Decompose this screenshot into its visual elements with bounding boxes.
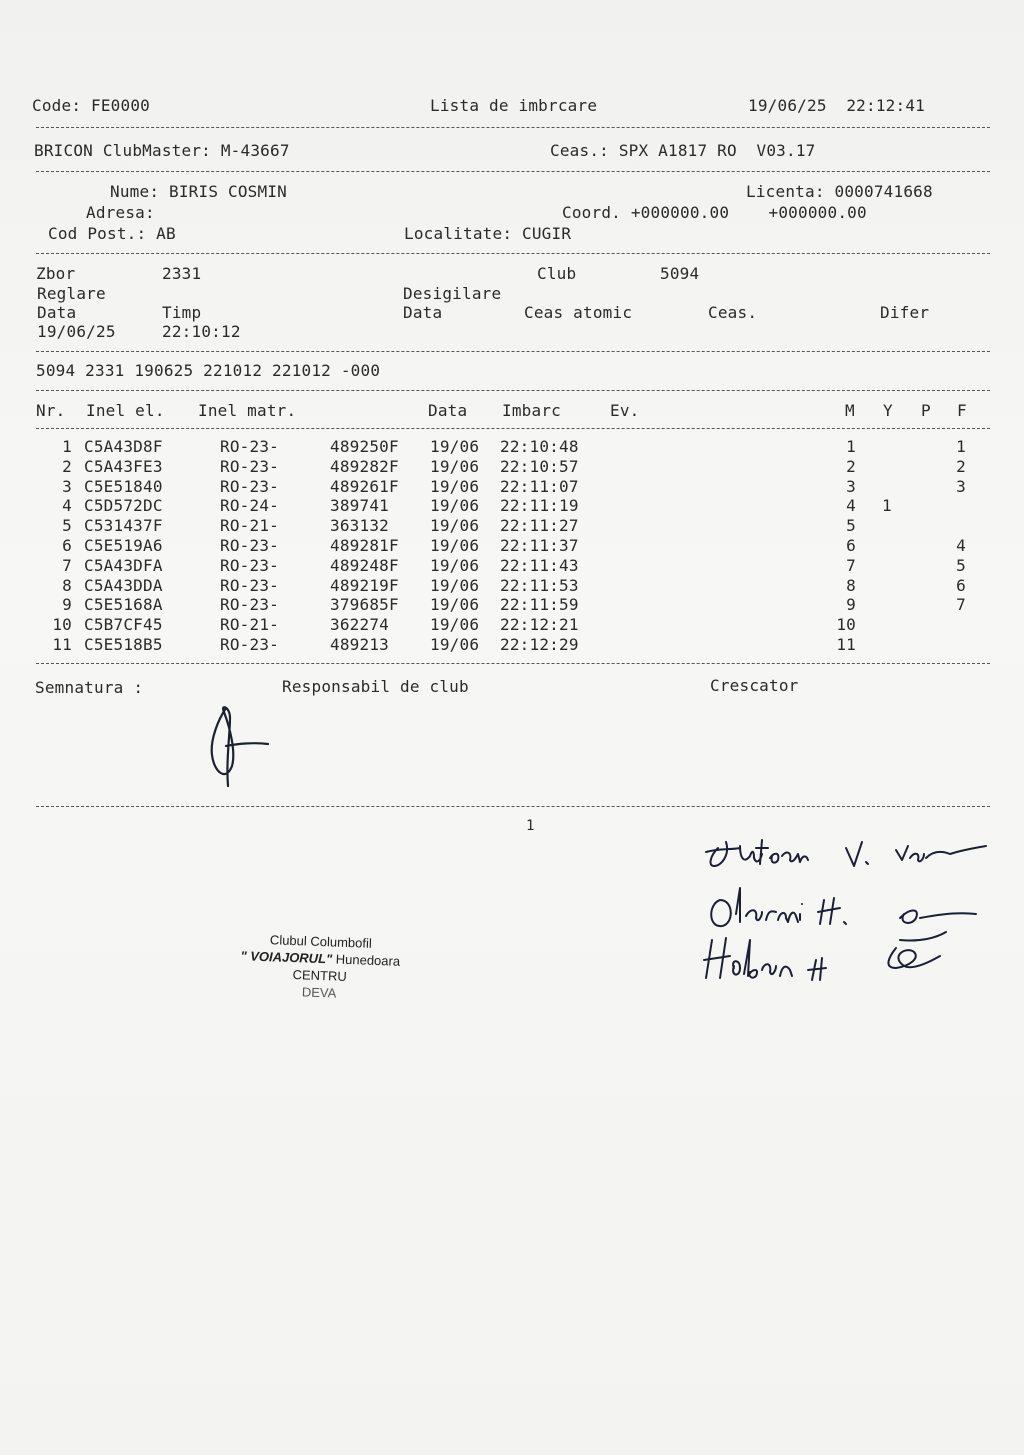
cell-el: C5A43FE3 [84,456,163,476]
data-label: Data [37,303,77,322]
cell-el: C5A43DDA [84,575,163,595]
cell-time: 22:11:27 [500,516,579,536]
signature-label: Semnatura : [35,678,144,697]
cell-m: 7 [846,555,856,575]
cell-nr: 8 [62,575,72,595]
page-number: 1 [526,818,535,834]
cell-matr: 389741 [330,496,389,516]
cell-nr: 11 [52,635,72,654]
cell-matr: 362274 [330,615,389,635]
cell-nr: 1 [62,437,72,456]
ceas-atomic-label: Ceas atomic [524,303,633,322]
cell-prefix: RO-23- [220,635,279,654]
club-stamp [209,929,431,1005]
cell-time: 22:11:43 [500,555,579,575]
divider [36,428,990,429]
cell-nr: 7 [62,555,72,575]
cell-el: C531437F [84,516,163,536]
desigilare-label: Desigilare [403,284,502,303]
cell-nr: 6 [62,536,72,555]
cell-prefix: RO-21- [220,615,279,635]
cell-m: 2 [846,456,856,476]
zbor-value: 2331 [162,264,202,283]
cell-date: 19/06 [430,555,480,575]
cell-prefix: RO-23- [220,437,279,456]
stamp-city: Hunedoara [331,951,401,969]
cell-m: 3 [846,476,856,496]
cell-matr: 363132 [330,516,389,536]
cell-time: 22:11:37 [500,536,579,555]
clock-model: Ceas.: SPX A1817 RO V03.17 [550,141,816,160]
col-header-inel-el: Inel el. [86,401,165,420]
cell-f: 7 [956,595,966,615]
cell-prefix: RO-23- [220,536,279,555]
owner-name: Nume: BIRIS COSMIN [110,182,287,201]
cell-el: C5B7CF45 [84,615,163,635]
cell-time: 22:11:59 [500,595,579,615]
breeder-label: Crescator [710,676,799,695]
divider [36,351,990,352]
cell-nr: 4 [62,496,72,516]
cell-date: 19/06 [430,476,480,496]
ceas-label: Ceas. [708,303,758,322]
cell-prefix: RO-23- [220,555,279,575]
set-date: 19/06/25 [37,322,116,341]
cell-nr: 3 [62,476,72,496]
zbor-label: Zbor [36,264,76,283]
cell-el: C5E51840 [84,476,163,496]
reglare-label: Reglare [37,284,106,303]
cell-f: 5 [956,555,966,575]
cell-prefix: RO-23- [220,575,279,595]
handwritten-signature [196,700,276,790]
owner-coordinates: Coord. +000000.00 +000000.00 [562,203,867,222]
cell-m: 8 [846,575,856,595]
cell-el: C5D572DC [84,496,163,516]
cell-time: 22:12:21 [500,615,579,635]
timp-label: Timp [162,303,202,322]
cell-m: 1 [846,437,856,456]
cell-f: 6 [956,575,966,595]
cell-date: 19/06 [430,456,480,476]
divider [36,390,990,391]
device-model: BRICON ClubMaster: M-43667 [34,141,290,160]
cell-matr: 489248F [330,555,399,575]
cell-m: 5 [846,516,856,536]
cell-matr: 489213 [330,635,389,654]
cell-prefix: RO-24- [220,496,279,516]
report-datetime: 19/06/25 22:12:41 [748,96,925,115]
cell-nr: 9 [62,595,72,615]
cell-el: C5E518B5 [84,635,163,654]
cell-time: 22:10:57 [500,456,579,476]
col-header-data: Data [428,401,468,420]
cell-m: 9 [846,595,856,615]
cell-f: 4 [956,536,966,555]
cell-time: 22:11:53 [500,575,579,595]
set-time: 22:10:12 [162,322,241,341]
cell-matr: 489282F [330,456,399,476]
cell-prefix: RO-23- [220,456,279,476]
cell-m: 4 [846,496,856,516]
cell-matr: 489261F [330,476,399,496]
cell-time: 22:11:19 [500,496,579,516]
cell-time: 22:12:29 [500,635,579,654]
cell-date: 19/06 [430,595,480,615]
cell-f: 1 [956,437,966,456]
col-header-ev: Ev. [610,401,640,420]
report-title: Lista de imbrcare [430,96,598,115]
cell-date: 19/06 [430,575,480,595]
cell-prefix: RO-23- [220,595,279,615]
cell-time: 22:10:48 [500,437,579,456]
owner-locality: Localitate: CUGIR [404,224,572,243]
cell-m: 11 [836,635,856,654]
cell-date: 19/06 [430,615,480,635]
divider [36,663,990,664]
owner-license: Licenta: 0000741668 [746,182,933,201]
divider [36,171,990,172]
data-label: Data [403,303,443,322]
club-value: 5094 [660,264,700,283]
cell-nr: 2 [62,456,72,476]
cell-nr: 5 [62,516,72,536]
cell-el: C5A43DFA [84,555,163,575]
cell-el: C5E5168A [84,595,163,615]
col-header-f: F [957,401,967,420]
cell-matr: 489219F [330,575,399,595]
stamp-line-1: Clubul Columbofil [269,932,373,951]
divider [36,253,990,254]
flight-summary-line: 5094 2331 190625 221012 221012 -000 [36,361,381,380]
club-responsible-label: Responsabil de club [282,677,469,696]
cell-prefix: RO-23- [220,476,279,496]
cell-f: 3 [956,476,966,496]
cell-time: 22:11:07 [500,476,579,496]
divider [36,806,990,807]
cell-m: 10 [836,615,856,635]
col-header-imbarc: Imbarc [502,401,561,420]
cell-el: C5E519A6 [84,536,163,555]
col-header-p: P [921,401,931,420]
owner-postcode: Cod Post.: AB [48,224,176,243]
club-label: Club [537,264,577,283]
cell-nr: 10 [52,615,72,635]
col-header-nr: Nr. [36,401,66,420]
difer-label: Difer [880,303,930,322]
cell-prefix: RO-21- [220,516,279,536]
committee-signatures [700,828,990,988]
col-header-inel-matr: Inel matr. [198,401,297,420]
cell-date: 19/06 [430,635,480,654]
stamp-club-name: " VOIAJORUL" [240,948,333,967]
report-code: Code: FE0000 [32,96,150,115]
stamp-line-4: DEVA [301,984,337,1001]
cell-f: 2 [956,456,966,476]
owner-address: Adresa: [86,203,155,222]
cell-date: 19/06 [430,516,480,536]
cell-y: 1 [882,496,892,516]
cell-matr: 379685F [330,595,399,615]
cell-matr: 489281F [330,536,399,555]
divider [36,127,990,128]
col-header-m: M [845,401,855,420]
cell-m: 6 [846,536,856,555]
cell-date: 19/06 [430,437,480,456]
cell-matr: 489250F [330,437,399,456]
cell-el: C5A43D8F [84,437,163,456]
col-header-y: Y [883,401,893,420]
stamp-line-3: CENTRU [292,967,348,984]
cell-date: 19/06 [430,496,480,516]
cell-date: 19/06 [430,536,480,555]
